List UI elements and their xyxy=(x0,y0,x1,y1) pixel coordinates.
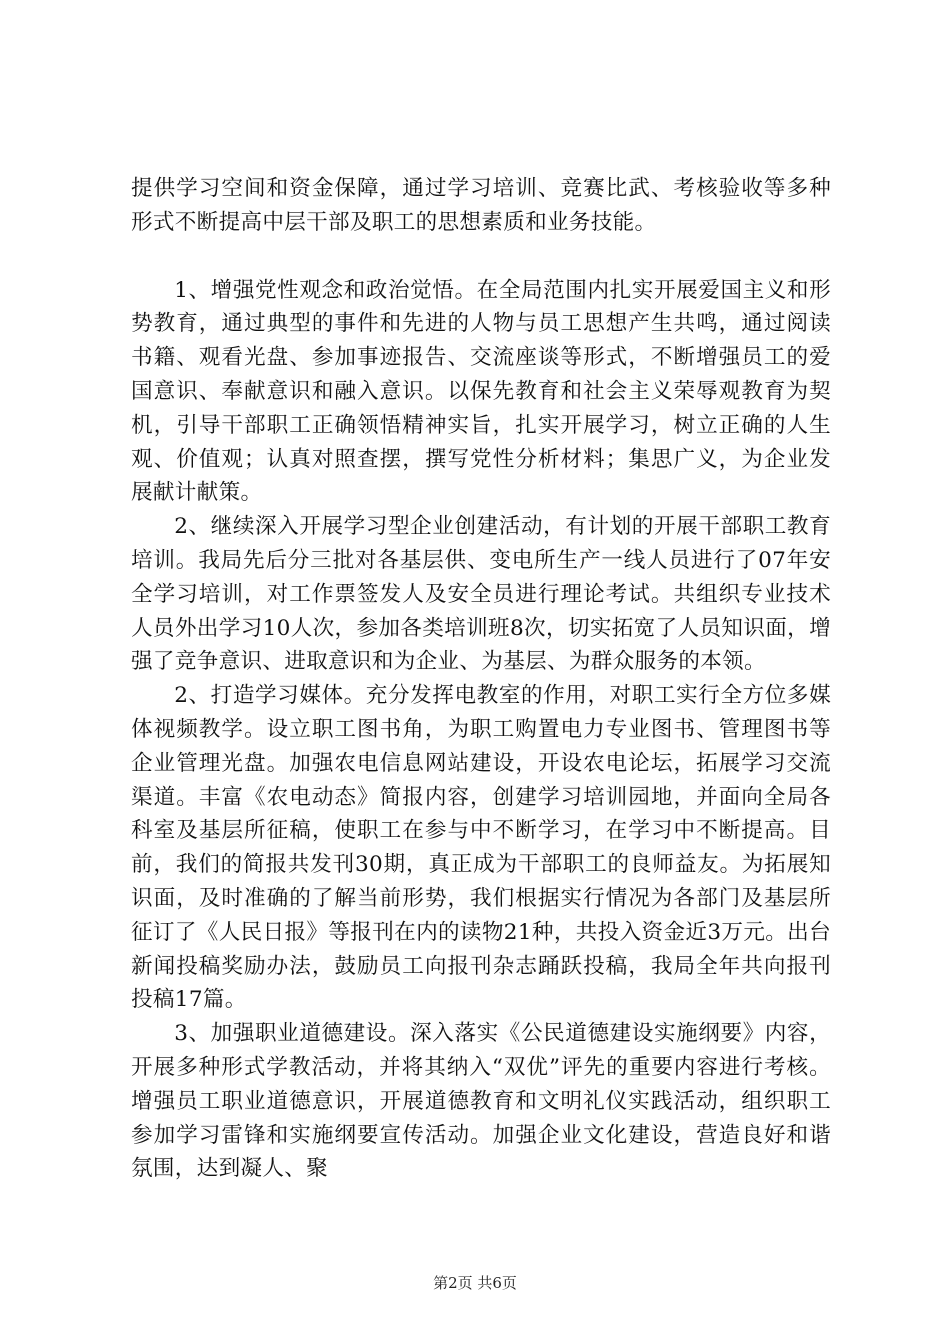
paragraph-learning-enterprise: 2、继续深入开展学习型企业创建活动，有计划的开展干部职工教育培训。我局先后分三批对各基层供、变电所生产一线人员进行了07年安全学习培训，对工作票签发人及安全员进行理论考试。共组织专业技术人员外出学习10人次，参加各类培训班8次，切实拓宽了人员知识面，增强了竞争意识、进取意识和为企业、为基层、为群众服务的本领。 xyxy=(131,514,831,675)
paragraph-party-awareness: 1、增强党性观念和政治觉悟。在全局范围内扎实开展爱国主义和形势教育，通过典型的事件和先进的人物与员工思想产生共鸣，通过阅读书籍、观看光盘、参加事迹报告、交流座谈等形式，不断增强员工的爱国意识、奉献意识和融入意识。以保先教育和社会主义荣辱观教育为契机，引导干部职工正确领悟精神实旨，扎实开展学习，树立正确的人生观、价值观；认真对照查摆，撰写党性分析材料；集思广义，为企业发展献计献策。 xyxy=(131,277,831,506)
page-footer: 第2页 共6页 xyxy=(433,1274,517,1292)
document-body xyxy=(131,172,831,1186)
paragraph-professional-ethics: 3、加强职业道德建设。深入落实《公民道德建设实施纲要》内容，开展多种形式学教活动，并将其纳入“双优”评先的重要内容进行考核。增强员工职业道德意识，开展道德教育和文明礼仪实践活动，组织职工参加学习雷锋和实施纲要宣传活动。加强企业文化建设，营造良好和谐氛围，达到凝人、聚 xyxy=(131,1021,831,1182)
paragraph-continuation: 提供学习空间和资金保障，通过学习培训、竞赛比武、考核验收等多种形式不断提高中层干部及职工的思想素质和业务技能。 xyxy=(131,176,831,235)
paragraph-learning-media: 2、打造学习媒体。充分发挥电教室的作用，对职工实行全方位多媒体视频教学。设立职工图书角，为职工购置电力专业图书、管理图书等企业管理光盘。加强农电信息网站建设，开设农电论坛，拓展学习交流渠道。丰富《农电动态》简报内容，创建学习培训园地，并面向全局各科室及基层所征稿，使职工在参与中不断学习，在学习中不断提高。目前，我们的简报共发刊30期，真正成为干部职工的良师益友。为拓展知识面，及时准确的了解当前形势，我们根据实行情况为各部门及基层所征订了《人民日报》等报刊在内的读物21种，共投入资金近3万元。出台新闻投稿奖励办法，鼓励员工向报刊杂志踊跃投稿，我局全年共向报刊投稿17篇。 xyxy=(131,683,831,1013)
